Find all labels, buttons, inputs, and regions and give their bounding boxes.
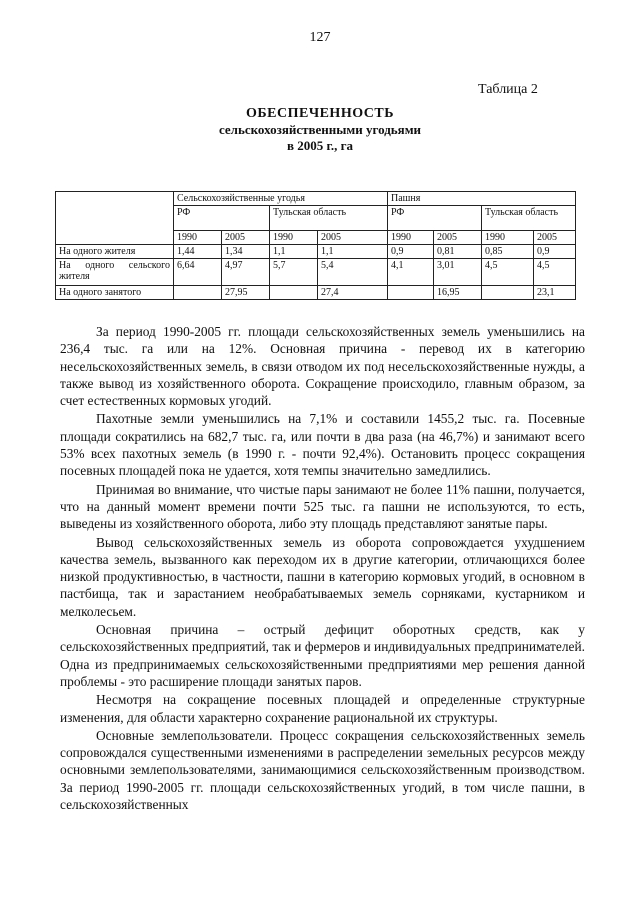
title-line-2: сельскохозяйственными угодьями	[218, 122, 422, 137]
table-cell: 0,85	[482, 245, 534, 259]
region-header: РФ	[388, 206, 482, 231]
title-line-1: ОБЕСПЕЧЕННОСТЬ	[246, 106, 394, 121]
table-cell: 0,9	[388, 245, 434, 259]
year-header: 1990	[174, 231, 222, 245]
table-cell: 4,5	[534, 259, 576, 286]
row-label: На одного сельского жителя	[56, 259, 174, 286]
body-text	[60, 323, 585, 813]
table-cell: 3,01	[434, 259, 482, 286]
table-title	[0, 106, 640, 154]
region-header: РФ	[174, 206, 270, 231]
table-cell: 1,1	[318, 245, 388, 259]
table-row	[56, 259, 576, 286]
land-provision-table	[55, 191, 576, 300]
table-row	[56, 245, 576, 259]
region-header: Тульская область	[482, 206, 576, 231]
paragraph: Вывод сельскохозяйственных земель из оборота сопровождается ухудшением качества земель, вызванного как переходом их в другие категории, отличающихся более низкой продуктивностью, в частности, пашни в категорию кормовых угодий, в основном в пастбища, так и зарастанием необрабатываемых земель сорняками, кустарником и мелколесьем.	[60, 534, 585, 619]
region-header: Тульская область	[270, 206, 388, 231]
table-cell: 0,9	[534, 245, 576, 259]
year-header: 2005	[534, 231, 576, 245]
paragraph: За период 1990-2005 гг. площади сельскохозяйственных земель уменьшились на 236,4 тыс. га или на 12%. Основная причина - перевод их в категорию несельскохозяйственных земель, в связи отводом их под несельскохозяйственные нужды, а также вывод из хозяйственного оборота. Сокращение происходило, главным образом, за счет естественных кормовых угодий.	[60, 324, 585, 409]
table-cell: 1,34	[222, 245, 270, 259]
table-cell: 16,95	[434, 286, 482, 300]
table-cell: 0,81	[434, 245, 482, 259]
table-cell	[482, 286, 534, 300]
paragraph: Принимая во внимание, что чистые пары занимают не более 11% пашни, получается, что на данный момент времени почти 525 тыс. га пашни не используются, то есть, выведены из хозяйственного оборота, либо эту площадь представляют занятые пары.	[60, 481, 585, 532]
table-row	[56, 286, 576, 300]
table-cell: 5,4	[318, 259, 388, 286]
paragraph: Основная причина – острый дефицит оборотных средств, как у сельскохозяйственных предприятий, так и фермеров и индивидуальных предпринимателей. Одна из предпринимаемых сельскохозяйственными предприятиями мер решения данной проблемы - это расширение площади занятых паров.	[60, 622, 585, 689]
table-cell: 23,1	[534, 286, 576, 300]
table-cell: 4,5	[482, 259, 534, 286]
table-cell: 4,1	[388, 259, 434, 286]
table-cell: 5,7	[270, 259, 318, 286]
table-cell: 6,64	[174, 259, 222, 286]
year-header: 1990	[270, 231, 318, 245]
table-cell	[388, 286, 434, 300]
year-header: 2005	[222, 231, 270, 245]
year-header: 1990	[482, 231, 534, 245]
paragraph: Несмотря на сокращение посевных площадей и определенные структурные изменения, для области характерно сохранение рациональной их структуры.	[60, 692, 585, 725]
row-label: На одного занятого	[56, 286, 174, 300]
table-cell	[270, 286, 318, 300]
table-cell: 4,97	[222, 259, 270, 286]
page-number: 127	[309, 30, 331, 45]
table-cell	[174, 286, 222, 300]
paragraph: Основные землепользователи. Процесс сокращения сельскохозяйственных земель сопровождался существенными изменениями в распределении земельных ресурсов между основными землепользователями, занимающимися сельскохозяйственным производством. За период 1990-2005 гг. площади сельскохозяйственных угодий, в том числе пашни, в сельскохозяйственных	[60, 727, 585, 813]
row-label: На одного жителя	[56, 245, 174, 259]
group-header: Сельскохозяйственные угодья	[174, 192, 388, 206]
table-corner-cell	[56, 192, 174, 245]
table-cell: 27,95	[222, 286, 270, 300]
table-cell: 27,4	[318, 286, 388, 300]
group-header: Пашня	[388, 192, 576, 206]
table-cell: 1,1	[270, 245, 318, 259]
paragraph: Пахотные земли уменьшились на 7,1% и составили 1455,2 тыс. га. Посевные площади сократились на 682,7 тыс. га, или почти в два раза (на 46,7%) и занимают всего 53% всех пахотных земель (в 1990 г. - почти 92,4%). Остановить процесс сокращения посевных площадей пока не удается, хотя темпы значительно замедлились.	[60, 411, 585, 479]
table-label: Таблица 2	[478, 82, 538, 97]
title-line-3: в 2005 г., га	[286, 138, 354, 153]
table-cell: 1,44	[174, 245, 222, 259]
year-header: 2005	[318, 231, 388, 245]
year-header: 1990	[388, 231, 434, 245]
year-header: 2005	[434, 231, 482, 245]
